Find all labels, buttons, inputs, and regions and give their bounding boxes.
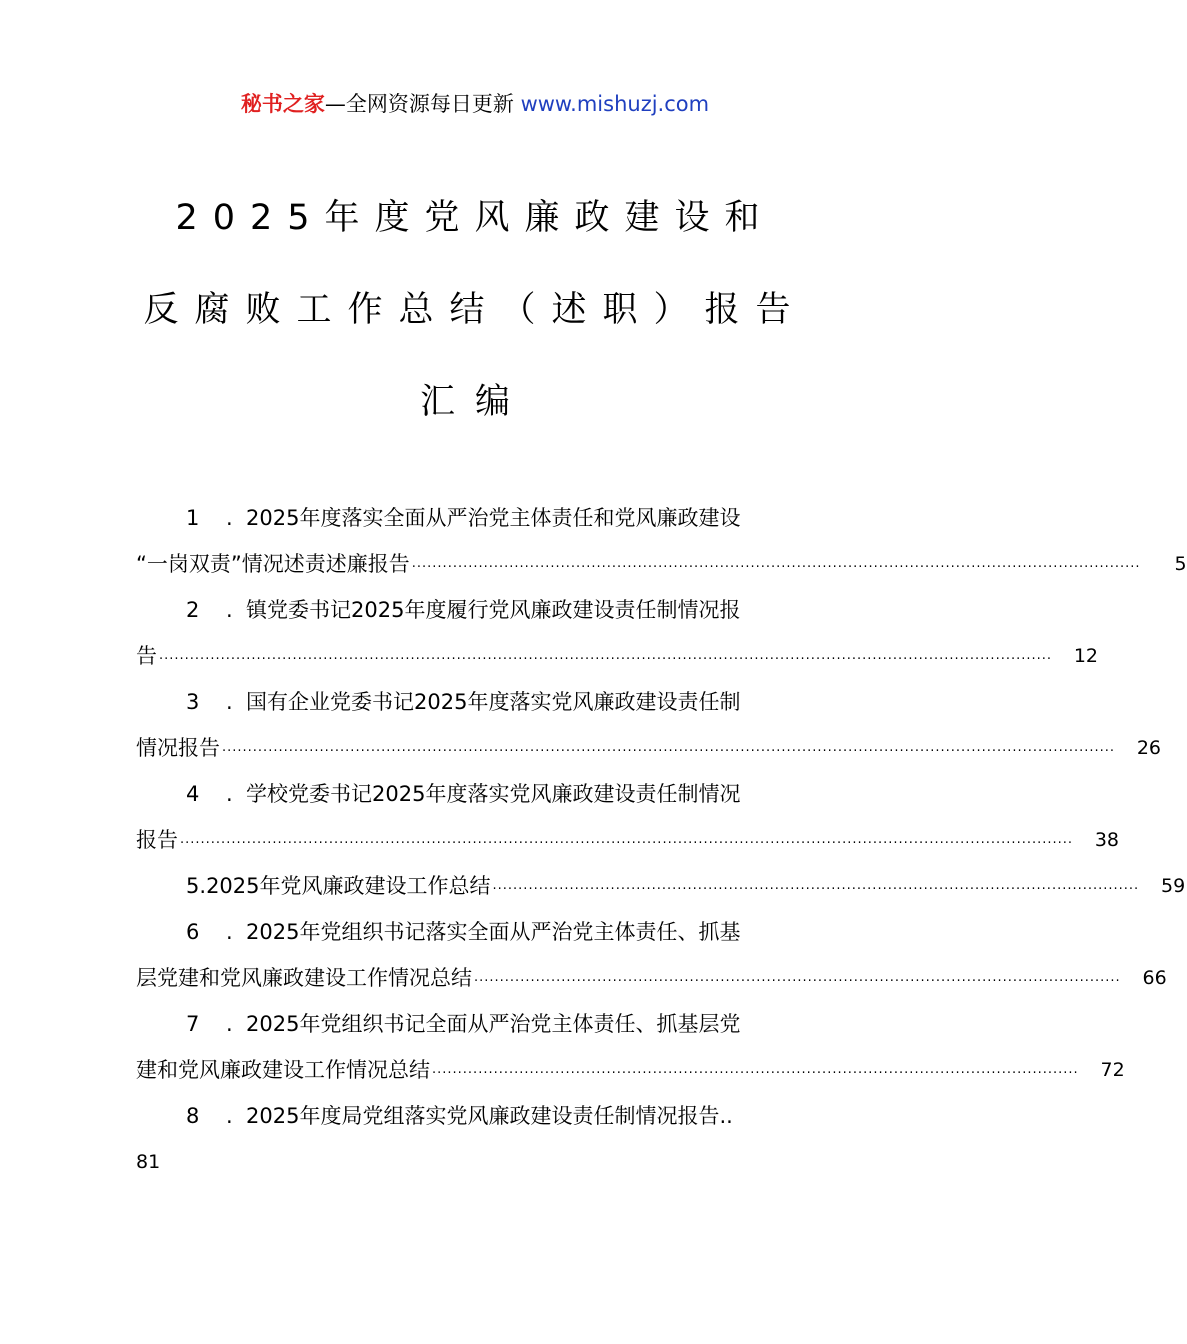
toc-page-number: 59 bbox=[1161, 875, 1186, 897]
header-tagline: —全网资源每日更新 bbox=[324, 92, 514, 116]
toc-entry[interactable] bbox=[136, 771, 1120, 863]
document-title-line-2: 反腐败工作总结（述职）报告 bbox=[143, 290, 807, 330]
document-title-line-3: 汇编 bbox=[419, 382, 530, 422]
toc-entry-number: 2 bbox=[186, 598, 200, 622]
toc-page-number: 66 bbox=[1142, 967, 1167, 989]
toc-dot-leader: .............................................................................................................................. bbox=[432, 1062, 1079, 1077]
toc-entry-number: 4 bbox=[186, 782, 200, 806]
site-header bbox=[0, 88, 950, 120]
toc-entry[interactable] bbox=[136, 679, 1162, 771]
toc-entry-title: 2025年党风廉政建设工作总结 bbox=[206, 874, 491, 898]
toc-entry-number: 1 bbox=[186, 506, 200, 530]
toc-entry-dot: . bbox=[226, 1012, 233, 1036]
toc-entry-number: 6 bbox=[186, 920, 200, 944]
toc-entry-dot: . bbox=[226, 690, 233, 714]
toc-dot-leader: .............................................................................................................................................................................. bbox=[180, 832, 1074, 847]
toc-entry[interactable] bbox=[136, 1001, 1125, 1093]
toc-entry-title: 2025年党组织书记落实全面从严治党主体责任、抓基 bbox=[246, 920, 741, 944]
toc-dot-leader: .............................................................................................................................. bbox=[492, 878, 1140, 893]
toc-entry-dot: . bbox=[226, 782, 233, 806]
table-of-contents bbox=[136, 495, 1187, 1185]
site-url[interactable]: www.mishuzj.com bbox=[520, 92, 710, 116]
toc-entry-title: 2025年党组织书记全面从严治党主体责任、抓基层党 bbox=[246, 1012, 741, 1036]
toc-entry-title-cont: 报告 bbox=[136, 828, 178, 852]
toc-page-number: 72 bbox=[1100, 1059, 1125, 1081]
toc-entry[interactable] bbox=[136, 587, 1099, 679]
toc-entry-number: 5 bbox=[186, 874, 200, 898]
toc-entry[interactable] bbox=[136, 1093, 840, 1185]
toc-entry-title: 2025年度落实全面从严治党主体责任和党风廉政建设 bbox=[246, 506, 741, 530]
toc-entry-title: 镇党委书记2025年度履行党风廉政建设责任制情况报 bbox=[246, 598, 741, 622]
toc-entry-number: 3 bbox=[186, 690, 200, 714]
toc-entry-title-cont: “一岗双责”情况述责述廉报告 bbox=[136, 552, 410, 576]
document-title-line-1: 2025年度党风廉政建设和 bbox=[175, 198, 775, 238]
toc-dot-leader: .............................................................................................................................. bbox=[474, 970, 1121, 985]
toc-entry[interactable] bbox=[136, 909, 1167, 1001]
toc-entry-title-cont: 建和党风廉政建设工作情况总结 bbox=[136, 1058, 430, 1082]
toc-entry-number: 8 bbox=[186, 1104, 200, 1128]
toc-dot-leader: .............................................................................................................................................................................. bbox=[159, 648, 1053, 663]
toc-entry-title-cont: 告 bbox=[136, 644, 157, 668]
toc-dot-leader: .............................................................................................................................................. bbox=[411, 556, 1141, 571]
toc-page-number: 81 bbox=[136, 1151, 161, 1173]
toc-entry-title-cont: 层党建和党风廉政建设工作情况总结 bbox=[136, 966, 472, 990]
toc-entry[interactable] bbox=[136, 495, 1187, 587]
toc-entry-dot: . bbox=[226, 598, 233, 622]
toc-entry-dot: . bbox=[199, 874, 207, 898]
toc-page-number: 12 bbox=[1073, 645, 1099, 667]
toc-entry-number: 7 bbox=[186, 1012, 200, 1036]
toc-page-number: 26 bbox=[1136, 737, 1162, 759]
toc-page-number: 38 bbox=[1094, 829, 1120, 851]
toc-entry-dot: . bbox=[226, 1104, 233, 1128]
toc-entry-title: 学校党委书记2025年度落实党风廉政建设责任制情况 bbox=[246, 782, 741, 806]
toc-entry-title: 2025年度局党组落实党风廉政建设责任制情况报告.. bbox=[246, 1104, 733, 1128]
toc-dot-leader: .............................................................................................................................................................................. bbox=[222, 740, 1116, 755]
toc-entry-dot: . bbox=[226, 506, 233, 530]
toc-entry-title-cont: 情况报告 bbox=[136, 736, 220, 760]
toc-entry-title: 国有企业党委书记2025年度落实党风廉政建设责任制 bbox=[246, 690, 741, 714]
toc-entry[interactable] bbox=[136, 863, 1186, 909]
toc-entry-dot: . bbox=[226, 920, 233, 944]
toc-page-number: 5 bbox=[1174, 553, 1187, 575]
brand-name: 秘书之家 bbox=[240, 92, 325, 116]
